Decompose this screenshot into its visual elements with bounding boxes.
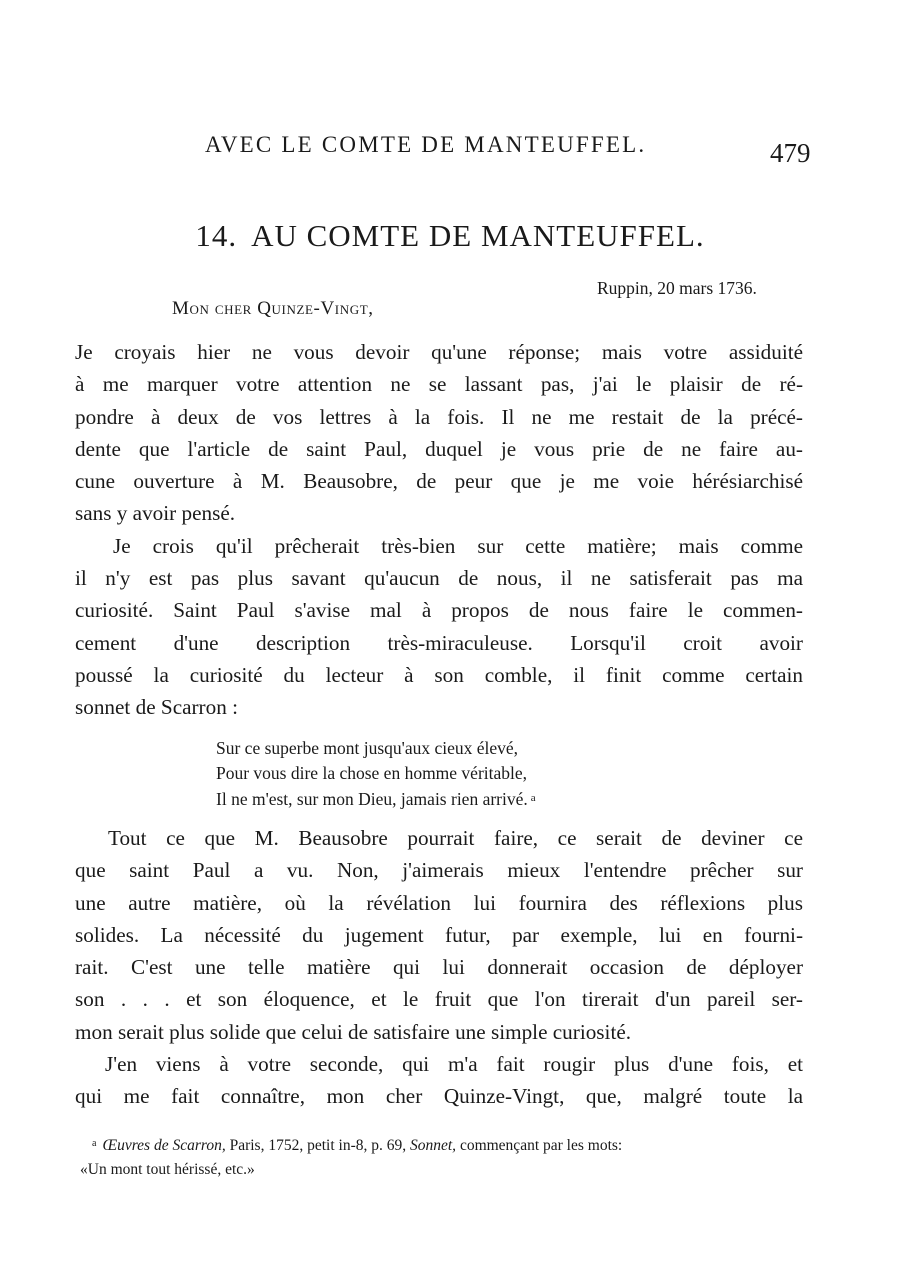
footnote-reference: a [530, 792, 536, 804]
paragraph-3 [75, 854, 803, 1048]
letter-title [0, 218, 900, 254]
paragraph-4-first [75, 1048, 803, 1080]
text-line: curiosité. Saint Paul s'avise mal à propos de nous faire le commen- [75, 598, 803, 623]
paragraph-4 [75, 1080, 803, 1112]
text-line: que saint Paul a vu. Non, j'aimerais mieux l'entendre prêcher sur [75, 858, 803, 883]
footnote-details: Paris, 1752, petit in-8, p. 69, [225, 1137, 410, 1154]
text-line: qui me fait connaître, mon cher Quinze-Vingt, que, malgré toute la [75, 1084, 803, 1109]
text-line: mon serait plus solide que celui de satisfaire une simple curiosité. [75, 1019, 632, 1044]
text-line: une autre matière, où la révélation lui fournira des réflexions plus [75, 890, 803, 915]
paragraph-3-first [75, 822, 803, 854]
page-number: 479 [770, 138, 811, 168]
verse-line [216, 786, 536, 812]
text-line: Tout ce que M. Beausobre pourrait faire, ce serait de deviner ce [108, 826, 803, 850]
text-line: sans y avoir pensé. [75, 501, 236, 526]
verse-line: Pour vous dire la chose en homme véritable, [216, 763, 528, 783]
text-line: pondre à deux de vos lettres à la fois. Il ne me restait de la précé- [75, 404, 803, 429]
text-line: rait. C'est une telle matière qui lui donnerait occasion de déployer [75, 955, 803, 980]
footnote-rest: commençant par les mots: [456, 1137, 623, 1154]
letter-number: 14. [195, 218, 238, 253]
verse-quote [216, 736, 536, 812]
text-line: J'en viens à votre seconde, qui m'a fait rougir plus d'une fois, et [105, 1052, 803, 1077]
verse-line: Sur ce superbe mont jusqu'aux cieux élevé, [216, 738, 519, 758]
paragraph-2-first [75, 530, 803, 562]
verse-line-text: Il ne m'est, sur mon Dieu, jamais rien arrivé. [216, 789, 528, 809]
footnote-line-2: «Un mont tout hérissé, etc.» [80, 1161, 255, 1178]
text-line: sonnet de Scarron : [75, 695, 238, 720]
text-line: cement d'une description très-miraculeuse. Lorsqu'il croit avoir [75, 630, 803, 655]
text-line: il n'y est pas plus savant qu'aucun de nous, il ne satisferait pas ma [75, 566, 803, 591]
running-head: AVEC LE COMTE DE MANTEUFFEL. [205, 132, 647, 157]
paragraph-2 [75, 562, 803, 723]
text-line: solides. La nécessité du jugement futur, par exemple, lui en fourni- [75, 922, 803, 947]
text-line: Je croyais hier ne vous devoir qu'une réponse; mais votre assiduité [75, 340, 803, 364]
text-line: poussé la curiosité du lecteur à son comble, il finit comme certain [75, 662, 803, 687]
letter-body [75, 336, 803, 724]
footnote [80, 1132, 800, 1182]
footnote-work: Œuvres de Scarron, [102, 1137, 226, 1154]
text-line: Je crois qu'il prêcherait très-bien sur cette matière; mais comme [113, 533, 803, 558]
text-line: cune ouverture à M. Beausobre, de peur que je me voie hérésiarchisé [75, 469, 803, 494]
letter-heading: AU COMTE DE MANTEUFFEL. [251, 218, 705, 253]
letter-body-continued [75, 822, 803, 1113]
dateline: Ruppin, 20 mars 1736. [597, 278, 757, 298]
footnote-poem: Sonnet, [410, 1137, 457, 1154]
text-line: son . . . et son éloquence, et le fruit que l'on tirerait d'un pareil ser- [75, 987, 803, 1012]
footnote-line [80, 1132, 800, 1158]
text-line: dente que l'article de saint Paul, duquel je vous prie de ne faire au- [75, 436, 803, 461]
paragraph-1 [75, 336, 803, 530]
text-line: à me marquer votre attention ne se lassant pas, j'ai le plaisir de ré- [75, 372, 803, 397]
salutation: Mon cher Quinze-Vingt, [172, 298, 374, 319]
footnote-mark: a [92, 1138, 97, 1149]
